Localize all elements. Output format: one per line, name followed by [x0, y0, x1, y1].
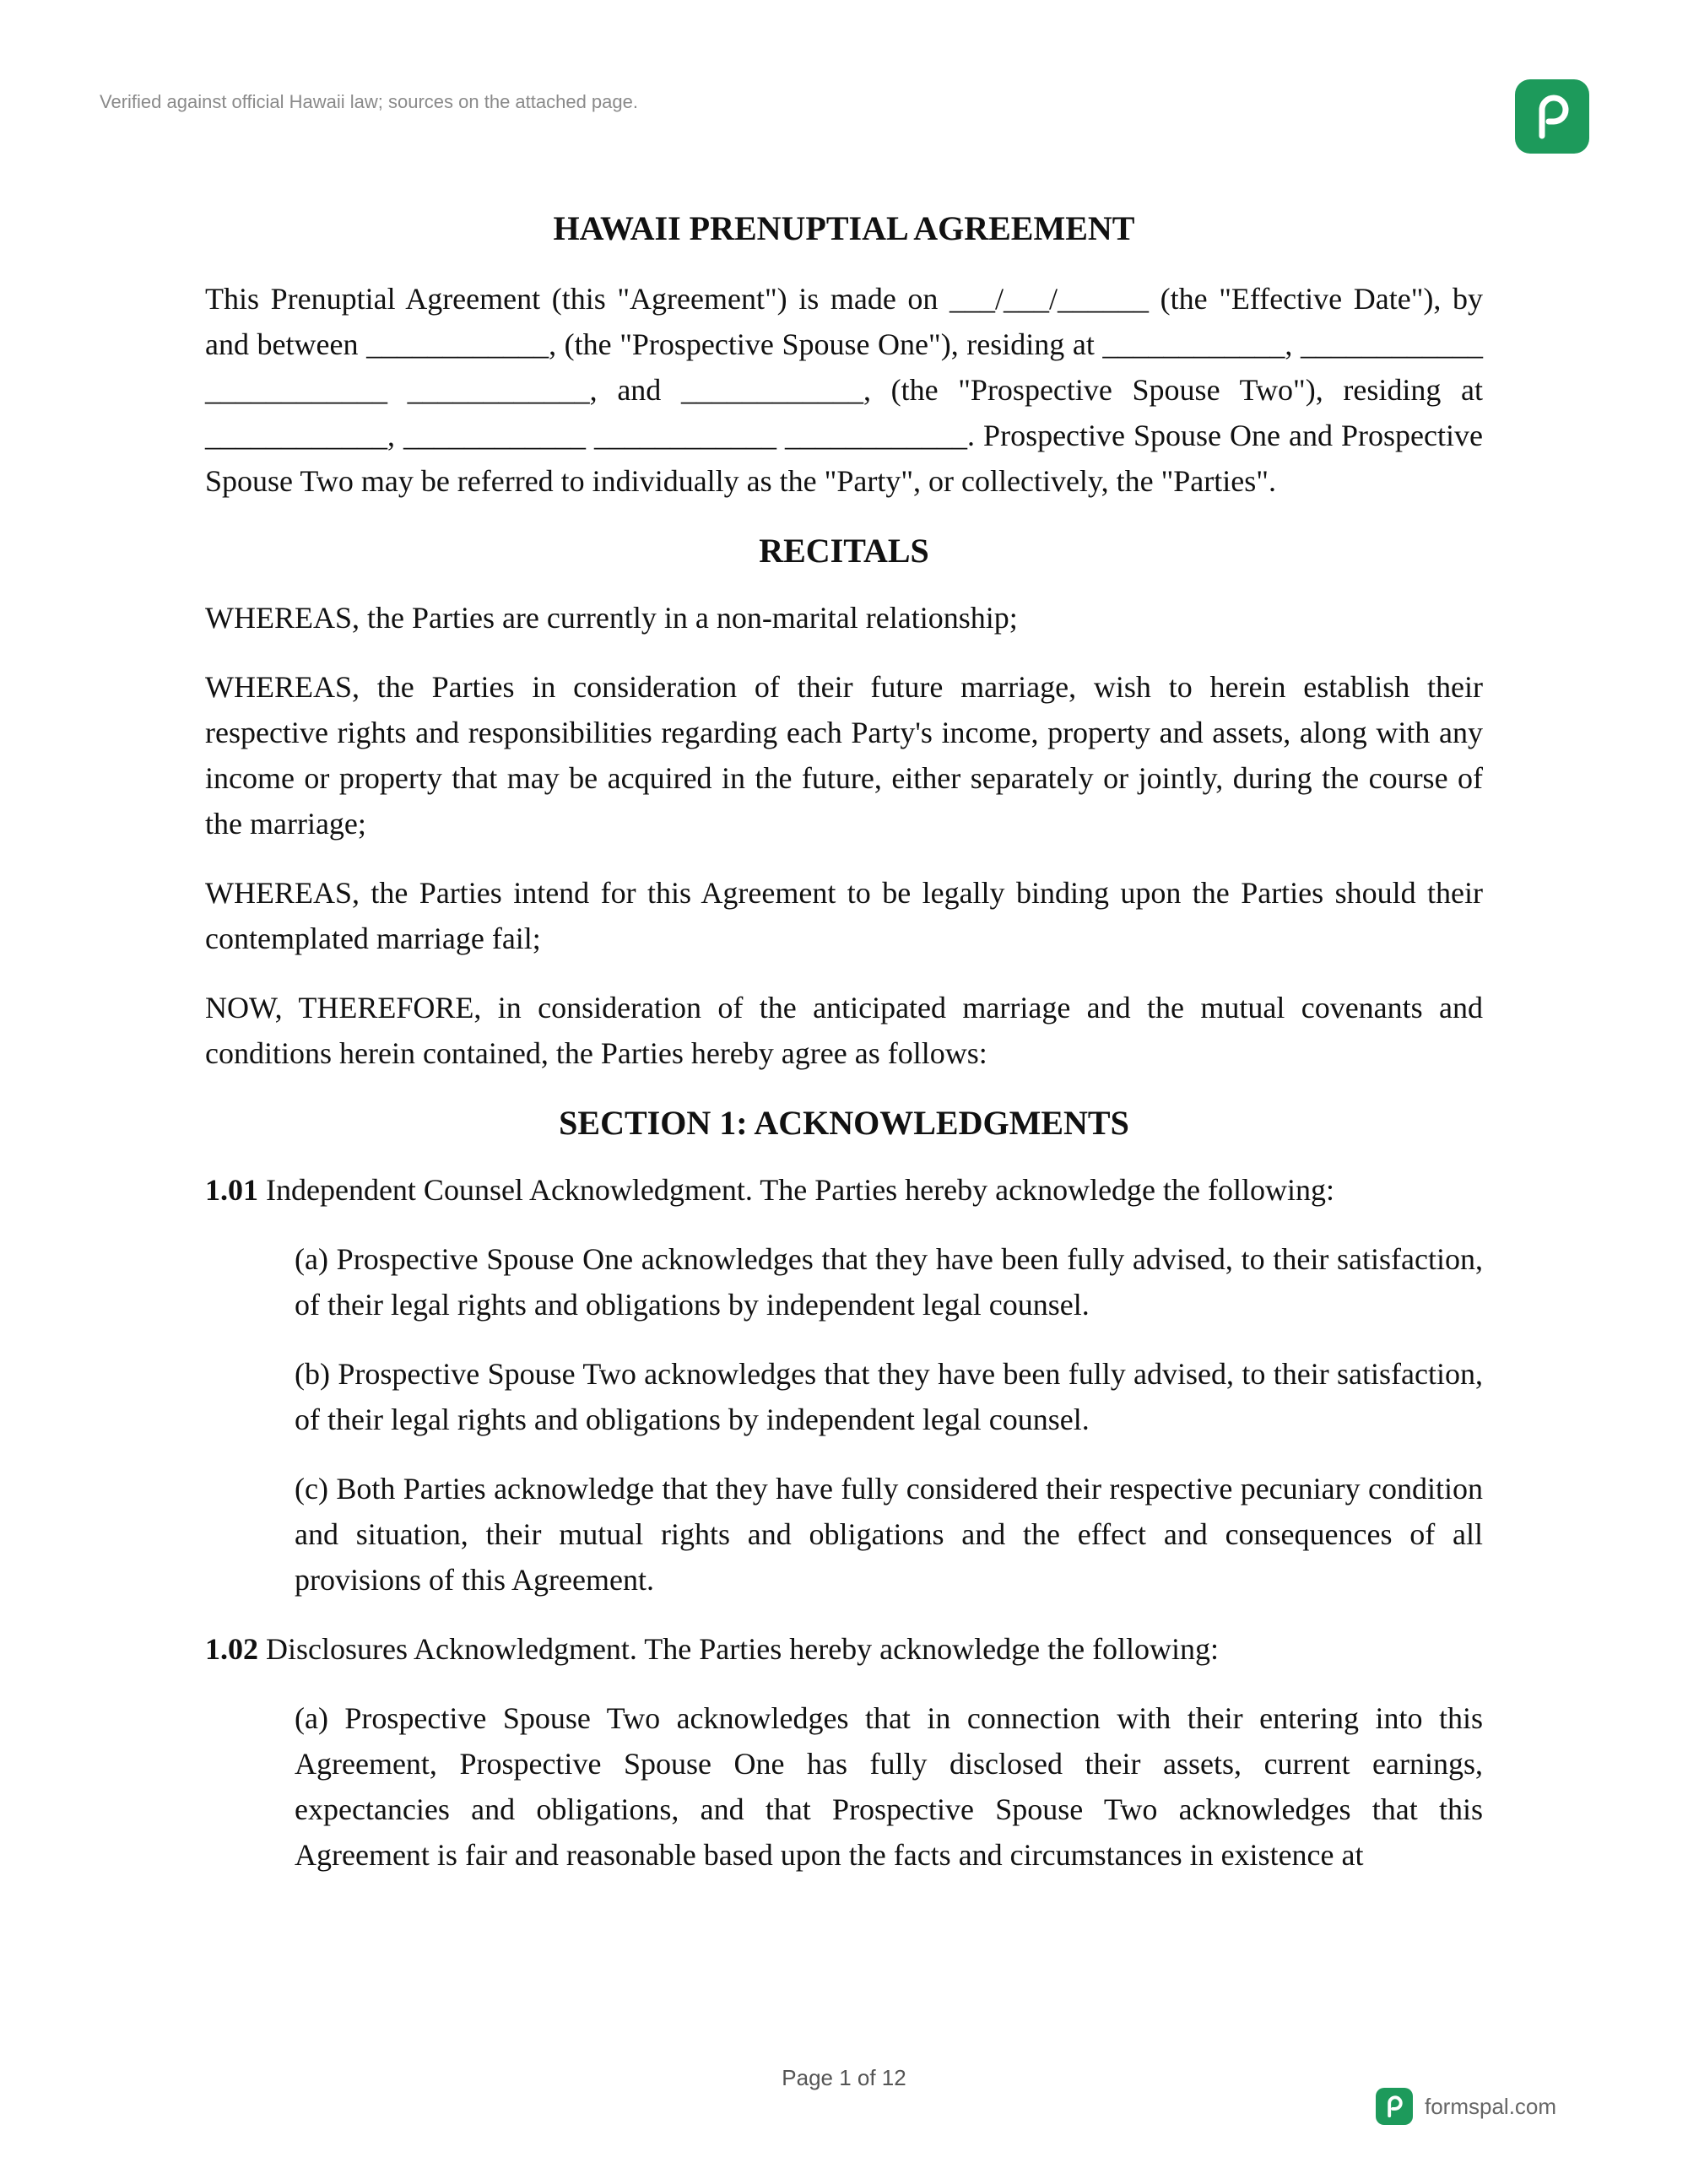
brand-link[interactable]: formspal.com	[1425, 2093, 1557, 2119]
section-1-heading: SECTION 1: ACKNOWLEDGMENTS	[559, 1104, 1129, 1142]
formspal-logo-icon	[1376, 2088, 1413, 2125]
clause-item: (a) Prospective Spouse Two acknowledges that in connection with their entering into this Agreement, Prospective Spouse One has fully disclosed their assets, current earnings, expectancies and obligations, and that Prospective Spouse Two acknowledges that this Agreement is fair and reasonable based upon the facts and circumstances in existence at	[295, 1701, 1483, 1872]
formspal-logo-icon	[1515, 79, 1589, 154]
intro-paragraph: This Prenuptial Agreement (this "Agreement") is made on ___/___/______ (the "Effective Date"), by and between ____________, (the "Prospective Spouse One"), residing at ____________, ____________ ____________ ____________, and ____________, (the "Prospective Spouse Two"), residing at ____________, ____________ ____________ ____________. Prospective Spouse One and Prospective Spouse Two may be referred to individually as the "Party", or collectively, the "Parties".	[205, 282, 1483, 498]
clause-number: 1.01	[205, 1173, 258, 1207]
page-number: Page 1 of 12	[782, 2065, 906, 2090]
clause-text: Disclosures Acknowledgment. The Parties hereby acknowledge the following:	[258, 1632, 1220, 1666]
clause-item: (b) Prospective Spouse Two acknowledges that they have been fully advised, to their satisfaction, of their legal rights and obligations by independent legal counsel.	[295, 1357, 1483, 1436]
clause-1-01	[205, 1167, 1483, 1213]
clause-1-02	[205, 1626, 1483, 1672]
recital-paragraph: WHEREAS, the Parties intend for this Agreement to be legally binding upon the Parties should their contemplated marriage fail;	[205, 876, 1483, 955]
clause-item: (c) Both Parties acknowledge that they have fully considered their respective pecuniary condition and situation, their mutual rights and obligations and the effect and consequences of all provisions of this Agreement.	[295, 1472, 1483, 1597]
recital-paragraph: WHEREAS, the Parties are currently in a non-marital relationship;	[205, 601, 1018, 635]
footer-brand[interactable]	[1376, 2088, 1556, 2125]
document-body	[205, 207, 1483, 1901]
clause-number: 1.02	[205, 1632, 258, 1666]
document-title: HAWAII PRENUPTIAL AGREEMENT	[553, 209, 1135, 247]
verification-note: Verified against official Hawaii law; sources on the attached page.	[100, 91, 638, 112]
recitals-heading: RECITALS	[759, 532, 929, 570]
clause-text: Independent Counsel Acknowledgment. The Parties hereby acknowledge the following:	[258, 1173, 1335, 1207]
clause-item: (a) Prospective Spouse One acknowledges that they have been fully advised, to their satisfaction, of their legal rights and obligations by independent legal counsel.	[295, 1242, 1483, 1322]
recital-paragraph: WHEREAS, the Parties in consideration of their future marriage, wish to herein establish their respective rights and responsibilities regarding each Party's income, property and assets, along with any income or property that may be acquired in the future, either separately or jointly, during the course of the marriage;	[205, 670, 1483, 841]
recital-paragraph: NOW, THEREFORE, in consideration of the anticipated marriage and the mutual covenants and conditions herein contained, the Parties hereby agree as follows:	[205, 991, 1483, 1070]
